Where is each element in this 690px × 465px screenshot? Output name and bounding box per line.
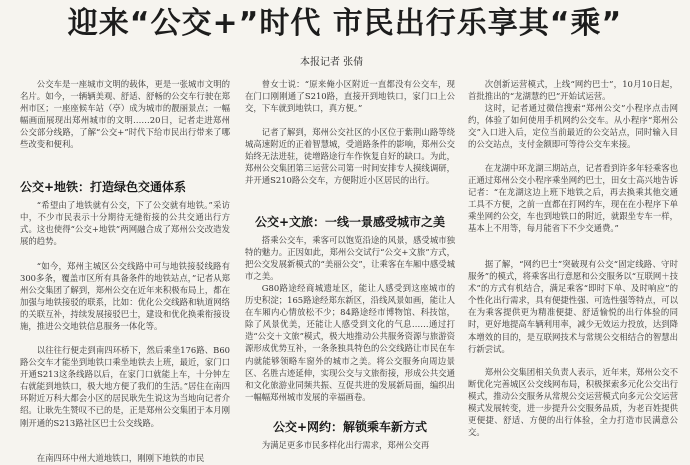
paragraph: 以往往行便走到南四环桥下，然后乘坐176路、B60路公交车才能坐到地铁口乘坐地铁去上班，最近，家门口开通S213这条线路以后，在家门口就能上车，十分钟左右就能到地铁口，极大地方便了我们的生活。”居住在南四环附近万科大都会小区的居民耿先生说这为当地向记者介绍。让耿先生赞叹不已的是，正是郑州公交集团于本月刚刚开通的S213路社区巴士公交线路。	[20, 345, 230, 428]
section-heading-ride-hailing: 公交+网约：解锁乘车新方式	[272, 420, 428, 434]
section-heading-metro: 公交+地铁：打造绿色交通体系	[20, 180, 187, 194]
article-column-2	[245, 78, 455, 452]
paragraph: 据了解，“网约巴士”突破现有公交“固定线路、守时服务”的模式，将乘客出行意愿和公交服务以“互联网＋技术”的方式有机结合，满足乘客“即时下单、及时响应”的个性化出行需求，具有便捷性强、可选性强等特点，可以在为乘客提供更为精准便捷、舒适愉悦的出行体验的同时，更好地提高车辆利用率，减少无效运力投放，达到降本增效的目的，是互联网技术与常规公交相结合的智慧出行新尝试。	[468, 259, 678, 354]
paragraph: 公交车是一座城市文明的载体，更是一张城市文明的名片。如今，一辆辆美观、舒适、舒畅的公交车行驶在郑州市区；一座座候车站（亭）成为城市的靓丽景点；一幅幅画面展现出郑州城市的文明……20日，记者走进郑州公交部分线路，了解“公交+”时代下给市民出行带来了哪些改变和便利。	[20, 79, 230, 150]
paragraph: 郑州公交集团相关负责人表示，近年来，郑州公交不断优化完善城区公交线网布局，积极探索多元化公交出行模式，推动公交服务从常规公交运营模式向多元公交运营模式发展转变，进一步提升公交服务品质，为老百姓提供更便捷、舒适、方便的出行体验，全力打造市民满意公交。	[468, 367, 678, 438]
paragraph: G80路途经商城遗址区，能让人感受到这座城市的历史积淀；165路途经郑东新区，沿线风景如画，能让人在车厢内心情放松不少；84路途经市博物馆、科技馆，除了风景优美，还能让人感受到文化的气息……通过打造“公交＋文旅”模式，极大地推动公共服务资源与旅游资源形成优势互补，一条条独具特色的公交线路让市民在车内就能够领略车窗外的城市之美。将公交服务向周边景区、名胜古迹延伸，实现公交与文旅衔接，形成公共交通和文化旅游业同频共振、互促共进的发展新局面，编织出一幅幅郑州城市发展的幸福画卷。	[245, 283, 455, 402]
paragraph: “如今，郑州主城区公交线路中可与地铁接驳线路有300多条，覆盖市区所有具备条件的地铁站点，”记者从郑州公交集团了解到，郑州公交在近年来积极布局上，都在加强与地铁接驳的联系，比如：优化公交线路和轨道网络的关联互补，持续发展接驳巴士，建设和优化换乘衔接设施，推进公交地铁信息服务一体化等。	[20, 261, 230, 332]
section-heading-culture-tourism: 公交+文旅：一线一景感受城市之美	[254, 215, 446, 229]
article-column-1	[20, 78, 230, 465]
paragraph: 这时，记者通过微信搜索“郑州公交”小程序点击网约，体验了如何使用手机网约公交车。从小程序“郑州公交”入口进入后，定位当前最近的公交站点，同时输入目的公交站点，支付金额即可等待公交车来接。	[468, 103, 678, 150]
paragraph: 记者了解到，郑州公交社区的小区位于紫荆山路等绕城高速附近的正着智慧城，受道路条件的影响，郑州公交始终无法进驻，徒增路途行车作恢复自好的缺口。为此，郑州公交集团第三运营公司第一时间安排专人摸线调研，并开通S210路公交车，方便附近小区居民的出行。	[245, 127, 455, 186]
paragraph: 为满足更多市民多样化出行需求，郑州公交再	[261, 440, 430, 450]
article-column-3	[468, 78, 678, 450]
paragraph: 在龙湖中环龙湖三期站点，记者看到许多年轻乘客也正通过郑州公交小程序乘坐网约巴士，田女士高兴地告诉记者：“在龙湖这边上班下地铁之后，再去换乘其他交通工具不方便，之前一直都在打网约车，现在在小程序下单乘坐网约公交，车也到地铁口的附近，就跟坐专车一样，基本上不用等，每月能省下不少交通费。”	[468, 163, 678, 234]
byline: 本报记者 张倩	[300, 57, 364, 68]
paragraph: “希望由了地铁就有公交，下了公交就有地铁。”采访中，不少市民表示十分期待无缝衔接的公共交通出行方式。这也使得“公交+地铁”两网融合成了郑州公交改造发展的趋势。	[20, 200, 230, 247]
paragraph: 次创新运营模式，上线“网约巴士”，10月10日起，首批推出的“龙湖慧约巴”开始试运营。	[468, 79, 678, 102]
paragraph: 搭乘公交车，乘客可以饱览沿途的风景，感受城市独特的魅力。正因如此，郑州公交试行“公交+文旅”方式，把公交发展新模式的“美丽公交”，让乘客在车厢中感受城市之美。	[245, 235, 455, 282]
paragraph: 曾女士说：“原来俺小区附近一直都没有公交车，现在门口刚刚通了S210路，直接开到地铁口，家门口上公交，下车就到地铁口，真方便。”	[245, 79, 455, 114]
headline: 迎来“公交+”时代 市民出行乐享其“乘”	[67, 6, 623, 41]
paragraph: 在南四环中州大道地铁口，刚刚下地铁的市民	[36, 453, 205, 463]
